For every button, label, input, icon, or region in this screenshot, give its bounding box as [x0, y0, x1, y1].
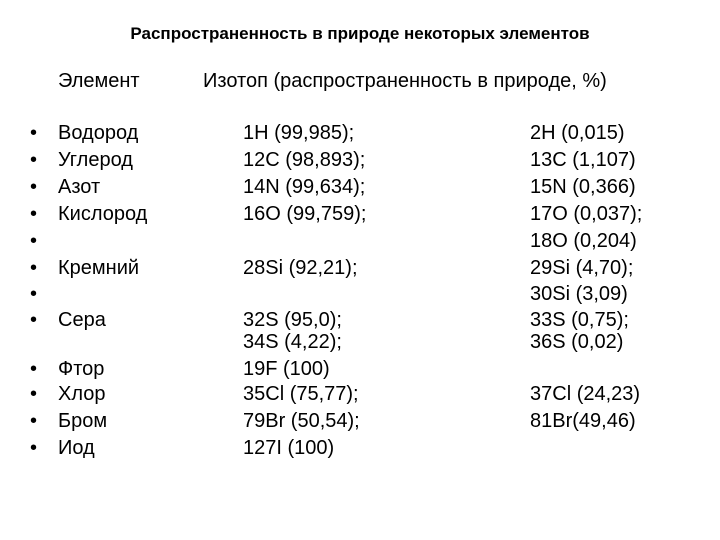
list-bullet: •	[30, 410, 38, 432]
element-name: Иод	[58, 437, 95, 459]
list-bullet: •	[30, 358, 38, 380]
isotope-primary: 12C (98,893);	[243, 149, 366, 171]
list-bullet: •	[30, 122, 38, 144]
list-bullet: •	[30, 309, 38, 331]
column-header-isotope: Изотоп (распространенность в природе, %)	[203, 70, 607, 92]
list-bullet: •	[30, 230, 38, 252]
isotope-primary: 35Cl (75,77);	[243, 383, 359, 405]
isotope-secondary: 2H (0,015)	[530, 122, 625, 144]
element-name: Водород	[58, 122, 139, 144]
isotope-secondary: 81Br(49,46)	[530, 410, 636, 432]
column-header-element: Элемент	[58, 70, 140, 92]
isotope-primary: 34S (4,22);	[243, 331, 342, 353]
isotope-secondary: 13C (1,107)	[530, 149, 636, 171]
element-name: Кремний	[58, 257, 140, 279]
isotope-secondary: 36S (0,02)	[530, 331, 624, 353]
list-bullet: •	[30, 383, 38, 405]
list-bullet: •	[30, 203, 38, 225]
isotope-primary: 14N (99,634);	[243, 176, 366, 198]
element-name: Фтор	[58, 358, 105, 380]
isotope-primary: 79Br (50,54);	[243, 410, 360, 432]
page-title: Распространенность в природе некоторых элементов	[130, 24, 590, 43]
list-bullet: •	[30, 149, 38, 171]
element-name: Кислород	[58, 203, 148, 225]
isotope-secondary: 33S (0,75);	[530, 309, 629, 331]
list-bullet: •	[30, 176, 38, 198]
element-name: Хлор	[58, 383, 106, 405]
isotope-primary: 28Si (92,21);	[243, 257, 358, 279]
isotope-secondary: 17O (0,037);	[530, 203, 643, 225]
isotope-secondary: 37Cl (24,23)	[530, 383, 641, 405]
isotope-primary: 1H (99,985);	[243, 122, 355, 144]
isotope-primary: 32S (95,0);	[243, 309, 342, 331]
isotope-secondary: 18O (0,204)	[530, 230, 637, 252]
element-name: Сера	[58, 309, 106, 331]
list-bullet: •	[30, 257, 38, 279]
element-name: Углерод	[58, 149, 133, 171]
isotope-primary: 127I (100)	[243, 437, 335, 459]
isotope-primary: 16O (99,759);	[243, 203, 367, 225]
isotope-primary: 19F (100)	[243, 358, 330, 380]
element-name: Бром	[58, 410, 108, 432]
list-bullet: •	[30, 437, 38, 459]
isotope-secondary: 29Si (4,70);	[530, 257, 634, 279]
list-bullet: •	[30, 283, 38, 305]
isotope-secondary: 30Si (3,09)	[530, 283, 628, 305]
isotope-secondary: 15N (0,366)	[530, 176, 636, 198]
element-name: Азот	[58, 176, 101, 198]
